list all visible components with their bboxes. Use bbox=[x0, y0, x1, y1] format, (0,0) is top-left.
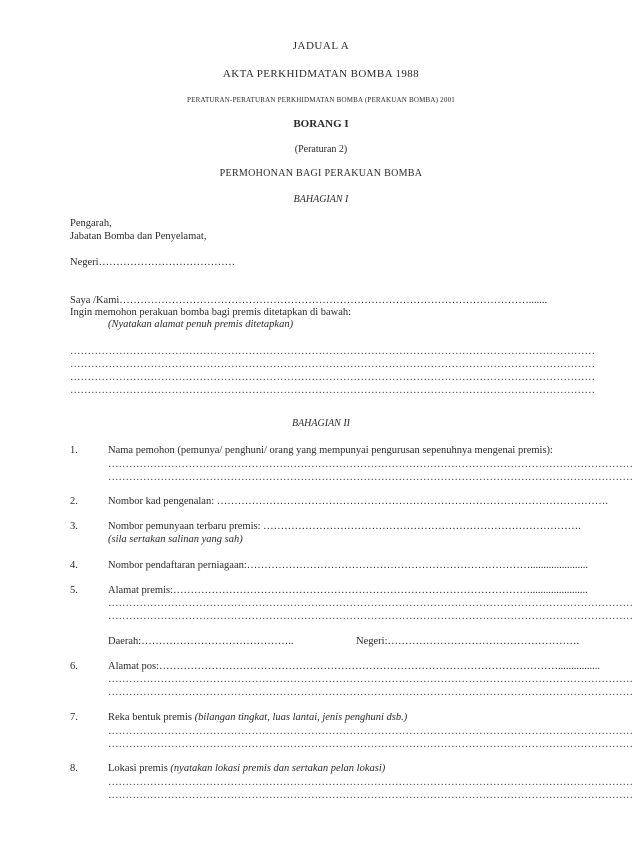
premises-design-note: (bilangan tingkat, luas lantai, jenis penghuni dsb.) bbox=[194, 712, 408, 723]
postal-address-line[interactable]: …………………………………………………………………………………………………………………………………… bbox=[108, 687, 633, 698]
premises-address-field[interactable]: Alamat premis:…………………………………………………………………………………………...................... bbox=[108, 585, 588, 596]
addressee-department: Jabatan Bomba dan Penyelamat, bbox=[70, 231, 207, 242]
postal-address-field[interactable]: Alamat pos:……………………………………………………………………………………………………................ bbox=[108, 661, 601, 672]
part-one-title: BAHAGIAN I bbox=[293, 194, 349, 205]
ownership-number-field[interactable]: Nombor pemunyaan terbaru premis: ………………………………………………………………………………. bbox=[108, 521, 581, 532]
ownership-note: (sila sertakan salinan yang sah) bbox=[108, 534, 243, 545]
applicant-name-line[interactable]: …………………………………………………………………………………………………………………………………… bbox=[108, 459, 633, 470]
premises-location-line[interactable]: …………………………………………………………………………………………………………………………………… bbox=[108, 790, 633, 801]
premises-address-line[interactable]: …………………………………………………………………………………………………………………………………… bbox=[70, 359, 595, 370]
premises-design-label bbox=[108, 712, 407, 724]
premises-design-text: Reka bentuk premis bbox=[108, 712, 192, 723]
premises-address-line[interactable]: …………………………………………………………………………………………………………………………………… bbox=[70, 385, 595, 396]
item-number: 6. bbox=[70, 661, 78, 672]
business-registration-field[interactable]: Nombor pendaftaran perniagaan:………………………………………………………………………...................... bbox=[108, 560, 589, 571]
request-statement: Ingin memohon perakuan bomba bagi premis ditetapkan di bawah: bbox=[70, 307, 352, 318]
act-title: AKTA PERKHIDMATAN BOMBA 1988 bbox=[222, 68, 420, 80]
premises-address-line[interactable]: …………………………………………………………………………………………………………………………………… bbox=[108, 611, 633, 622]
application-title: PERMOHONAN BAGI PERAKUAN BOMBA bbox=[219, 168, 423, 179]
district-field[interactable]: Daerah:…………………………………….. bbox=[108, 636, 294, 647]
premises-design-line[interactable]: …………………………………………………………………………………………………………………………………… bbox=[108, 739, 633, 750]
applicant-name-field[interactable]: Saya /Kami………………………………………………………………………………………………………....... bbox=[70, 295, 548, 306]
postal-address-line[interactable]: …………………………………………………………………………………………………………………………………… bbox=[108, 674, 633, 685]
state-field[interactable]: Negeri:………………………………………………. bbox=[356, 636, 580, 647]
item-number: 5. bbox=[70, 585, 78, 596]
form-number: BORANG I bbox=[293, 118, 349, 130]
item-number: 3. bbox=[70, 521, 78, 532]
address-instruction: (Nyatakan alamat penuh premis ditetapkan) bbox=[108, 319, 294, 330]
ic-number-field[interactable]: Nombor kad pengenalan: …………………………………………………………………………………………………. bbox=[108, 496, 608, 507]
part-two-title: BAHAGIAN II bbox=[291, 418, 351, 429]
premises-address-line[interactable]: …………………………………………………………………………………………………………………………………… bbox=[108, 598, 633, 609]
regulation-title: PERATURAN-PERATURAN PERKHIDMATAN BOMBA (PERAKUAN BOMBA) 2001 bbox=[187, 96, 455, 104]
addressee-title: Pengarah, bbox=[70, 218, 112, 229]
item-number: 7. bbox=[70, 712, 78, 723]
item-number: 1. bbox=[70, 445, 78, 456]
premises-address-line[interactable]: …………………………………………………………………………………………………………………………………… bbox=[70, 346, 595, 357]
premises-location-note: (nyatakan lokasi premis dan sertakan pelan lokasi) bbox=[170, 763, 386, 774]
item-number: 8. bbox=[70, 763, 78, 774]
premises-location-line[interactable]: …………………………………………………………………………………………………………………………………… bbox=[108, 777, 633, 788]
premises-location-label bbox=[108, 763, 385, 775]
regulation-ref: (Peraturan 2) bbox=[294, 144, 348, 155]
item-number: 2. bbox=[70, 496, 78, 507]
state-field[interactable]: Negeri………………………………… bbox=[70, 257, 236, 268]
applicant-name-label: Nama pemohon (pemunya/ penghuni/ orang yang mempunyai pengurusan sepenuhnya mengenai premis): bbox=[108, 445, 553, 456]
premises-address-line[interactable]: …………………………………………………………………………………………………………………………………… bbox=[70, 372, 595, 383]
jadual-heading: JADUAL A bbox=[292, 40, 350, 52]
item-number: 4. bbox=[70, 560, 78, 571]
premises-location-text: Lokasi premis bbox=[108, 763, 168, 774]
premises-design-line[interactable]: …………………………………………………………………………………………………………………………………… bbox=[108, 726, 633, 737]
applicant-name-line[interactable]: …………………………………………………………………………………………………………………………………… bbox=[108, 472, 633, 483]
